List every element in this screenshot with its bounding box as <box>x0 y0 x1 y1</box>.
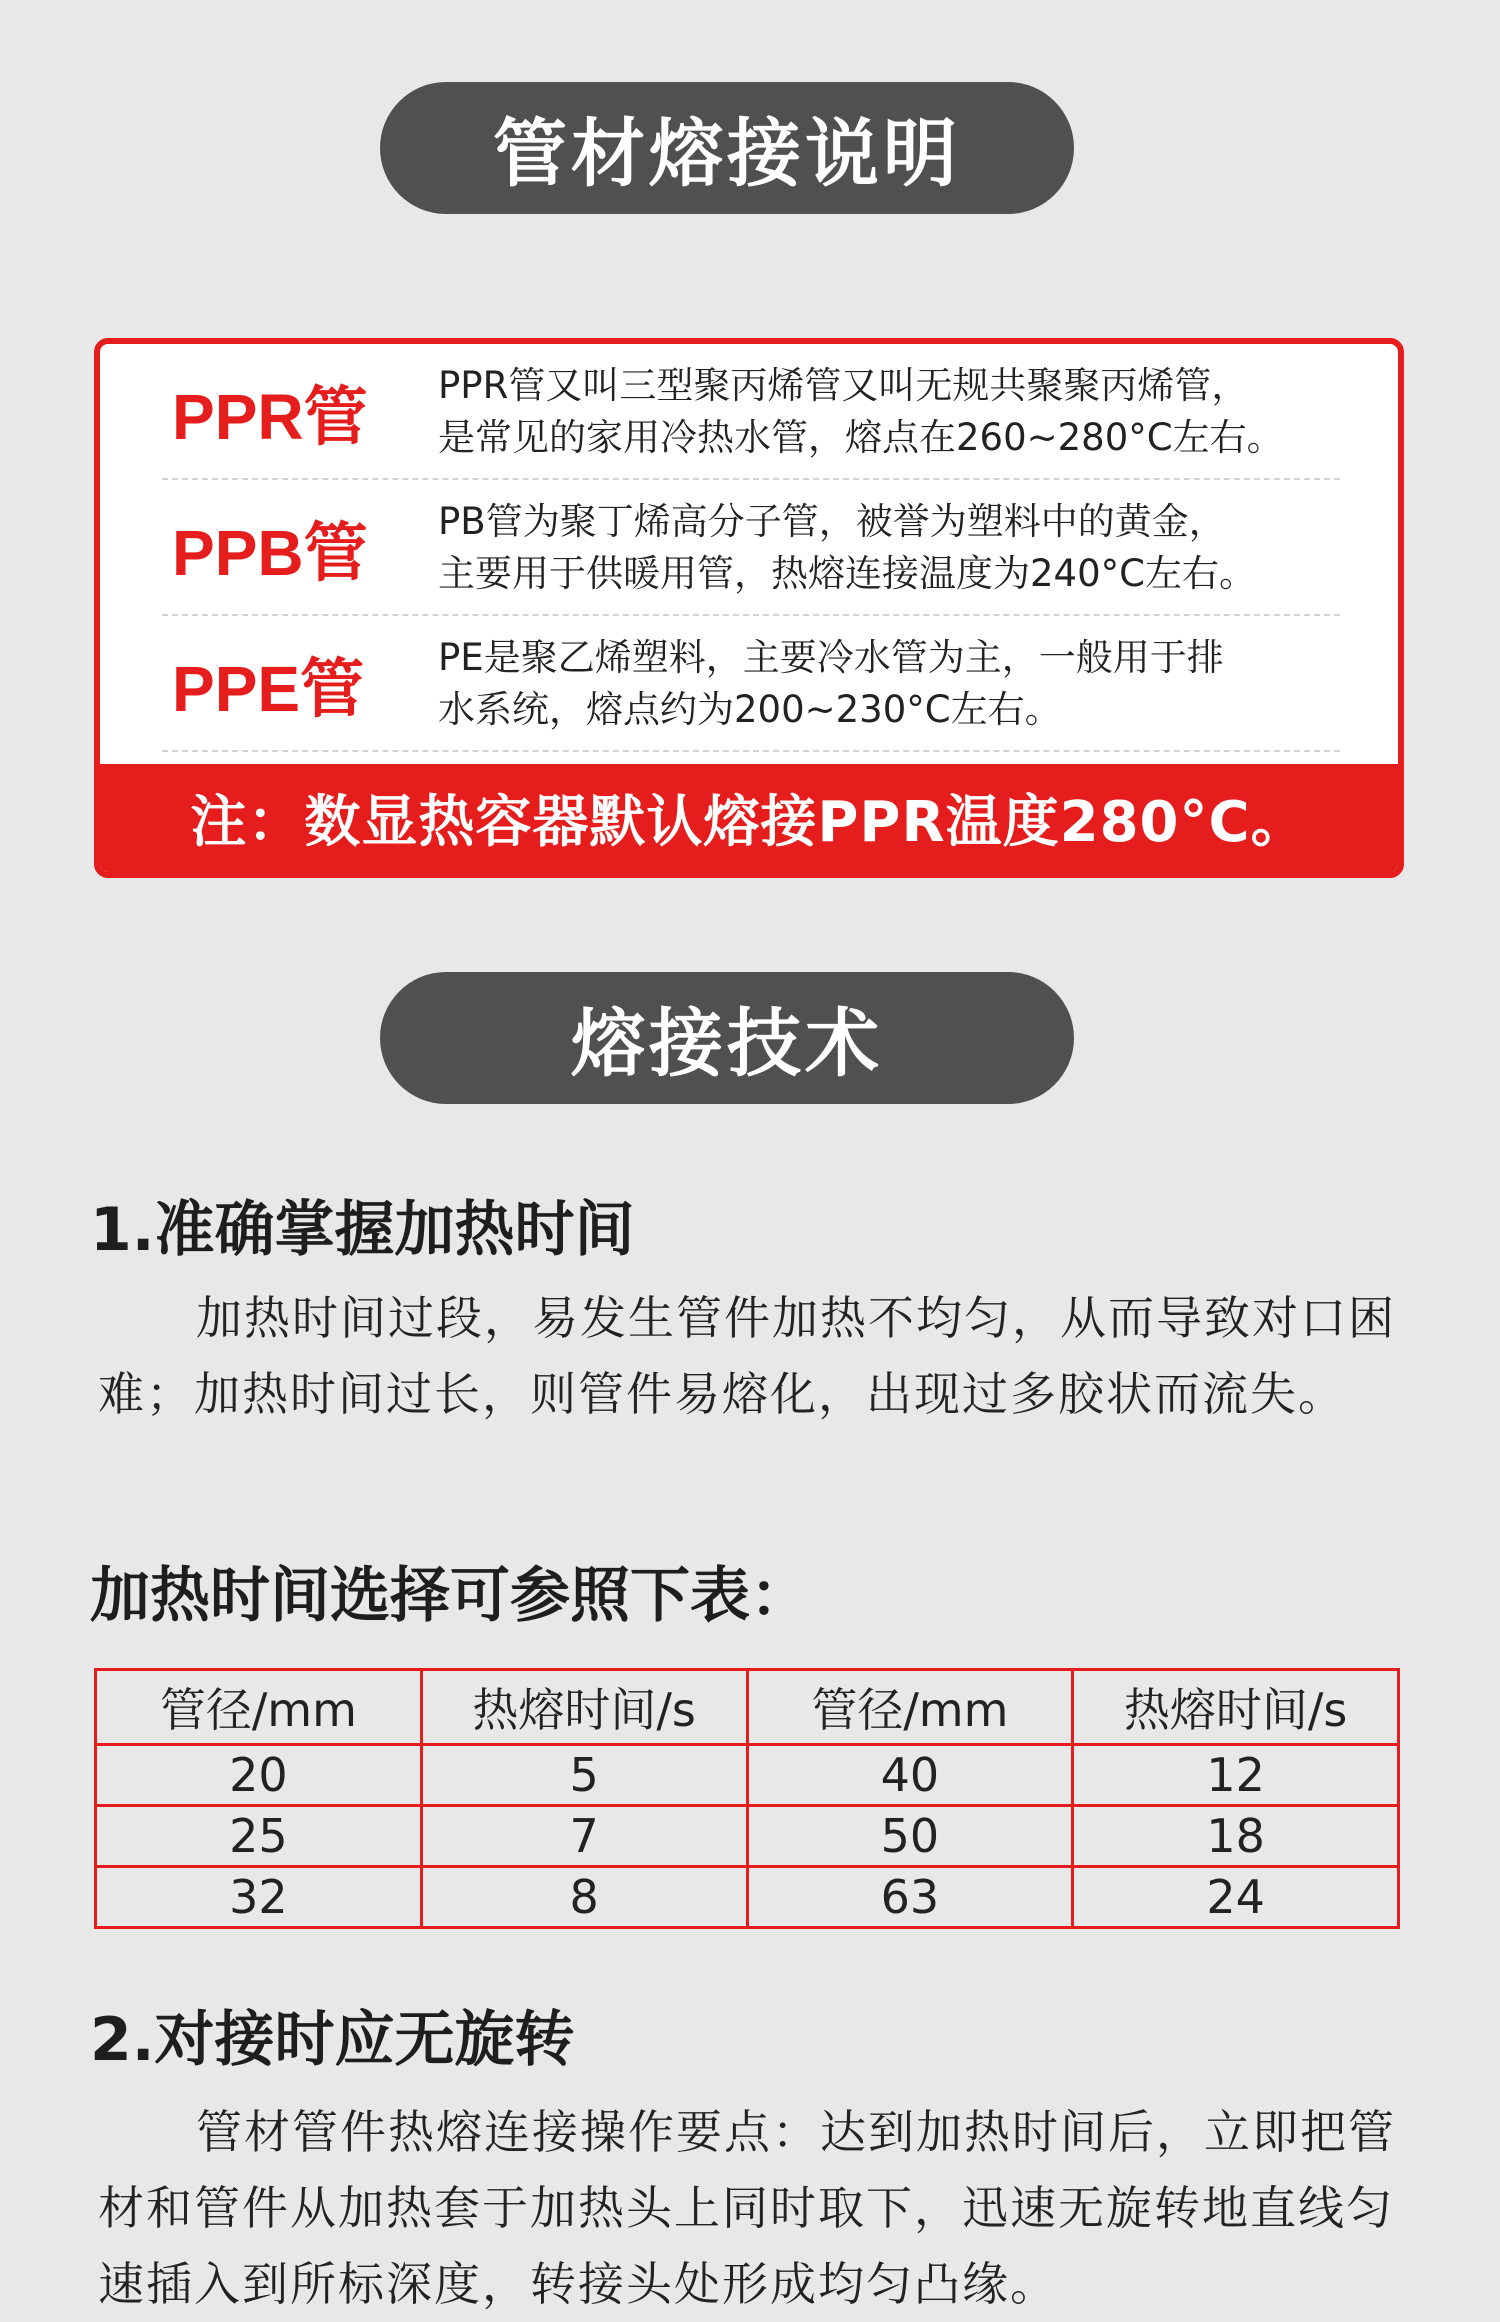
pipe-type-name: PPE管 <box>172 653 365 725</box>
header-cell: 管径/mm <box>96 1670 422 1745</box>
header-cell: 热熔时间/s <box>1073 1670 1399 1745</box>
table-row <box>96 1806 1399 1867</box>
step1-paragraph: 加热时间过段，易发生管件加热不均匀，从而导致对口困难；加热时间过长，则管件易熔化，出现过多胶状而流失。 <box>98 1291 1396 1421</box>
header-cell: 热熔时间/s <box>421 1670 747 1745</box>
default-temperature-note: 注：数显热容器默认熔接PPR温度280°C。 <box>100 764 1398 872</box>
pipe-type-name: PPR管 <box>172 381 368 453</box>
table-cell: 32 <box>96 1867 422 1928</box>
table-cell: 20 <box>96 1745 422 1806</box>
step1-heading: 1.准确掌握加热时间 <box>90 1195 635 1265</box>
table-cell: 8 <box>421 1867 747 1928</box>
header-cell: 管径/mm <box>747 1670 1073 1745</box>
pipe-type-row-ppe <box>162 616 1340 752</box>
table-cell: 12 <box>1073 1745 1399 1806</box>
table-row <box>96 1745 1399 1806</box>
pipe-type-description <box>438 480 1338 616</box>
description-line: PPR管又叫三型聚丙烯管又叫无规共聚聚丙烯管， <box>438 364 1249 407</box>
table-cell: 24 <box>1073 1867 1399 1928</box>
pipe-type-description <box>438 616 1338 752</box>
step2-paragraph: 管材管件热熔连接操作要点：达到加热时间后，立即把管材和管件从加热套于加热头上同时取下，迅速无旋转地直线匀速插入到所标深度，转接头处形成均匀凸缘。 <box>98 2105 1396 2311</box>
pipe-types-card <box>94 338 1404 878</box>
pipe-type-row-ppr <box>162 344 1340 480</box>
description-line: 主要用于供暖用管，热熔连接温度为240°C左右。 <box>438 552 1256 595</box>
heating-time-table <box>94 1668 1400 1929</box>
description-line: 是常见的家用冷热水管，熔点在260~280°C左右。 <box>438 416 1284 459</box>
section-title-pipe-welding: 管材熔接说明 <box>380 82 1074 214</box>
description-line: 水系统，熔点约为200~230°C左右。 <box>438 688 1062 731</box>
table-caption: 加热时间选择可参照下表： <box>90 1561 810 1631</box>
table-cell: 50 <box>747 1806 1073 1867</box>
table-header-row <box>96 1670 1399 1745</box>
table-cell: 40 <box>747 1745 1073 1806</box>
table-cell: 63 <box>747 1867 1073 1928</box>
pipe-type-description <box>438 344 1338 480</box>
step2-heading: 2.对接时应无旋转 <box>90 2005 575 2075</box>
pipe-type-name: PPB管 <box>172 517 368 589</box>
table-cell: 18 <box>1073 1806 1399 1867</box>
section-title-welding-technique: 熔接技术 <box>380 972 1074 1104</box>
table-cell: 7 <box>421 1806 747 1867</box>
table-row <box>96 1867 1399 1928</box>
pipe-type-row-ppb <box>162 480 1340 616</box>
table-cell: 5 <box>421 1745 747 1806</box>
description-line: PE是聚乙烯塑料，主要冷水管为主，一般用于排 <box>438 636 1224 679</box>
table-cell: 25 <box>96 1806 422 1867</box>
description-line: PB管为聚丁烯高分子管，被誉为塑料中的黄金， <box>438 500 1226 543</box>
